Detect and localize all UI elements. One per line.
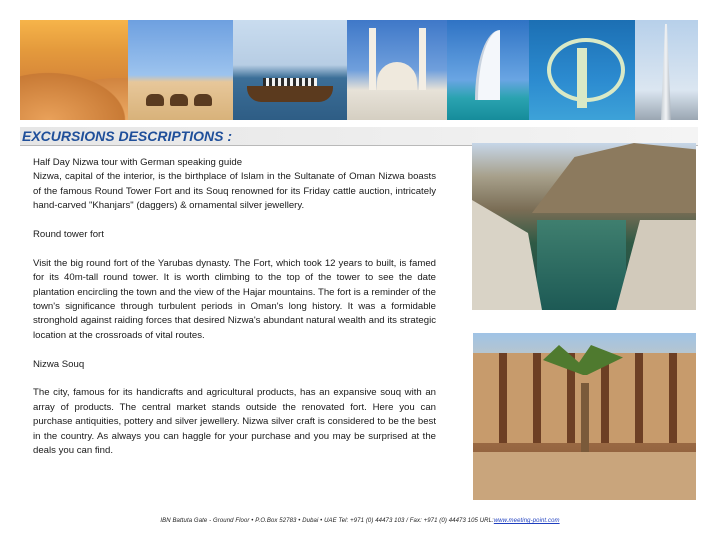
footer [0,518,720,524]
section-title: Half Day Nizwa tour with German speaking guide [33,157,243,168]
excursion-text [33,156,436,458]
footer-link[interactable]: www.meeting-point.com [493,518,560,524]
photo-banner [20,20,698,120]
photo-camels [128,20,233,120]
photo-souq [473,333,696,500]
photo-palm-island [529,20,635,120]
photo-boat [233,20,347,120]
section-body: Visit the big round fort of the Yarubas dynasty. The Fort, which took 12 years to built, is famed for its 40m-tall round tower. It is worth climbing to the top of the tower to see the date plantation encircling the town and the view of the Hajar mountains. The fort is a reminder of the town's significance through turbulent periods in Oman's long history. It was a formidable stronghold against raiding forces that desired Nizwa's abundant natural wealth and its strategic location at the crossroads of vital routes. [33,257,436,341]
section-title: Nizwa Souq [33,358,85,370]
section-body: The city, famous for its handicrafts and agricultural products, has an expansive souq with an array of products. The central market stands outside the renovated fort. Here you can purchase antiquities, pottery and silver jewellery. Nizwa silver craft is considered to be the best in the country. As always you can haggle for your purchase and you may be surprised at the deals you can find. [33,387,436,457]
photo-mosque [347,20,447,120]
section-body: Nizwa, capital of the interior, is the birthplace of Islam in the Sultanate of Oman Nizwa boasts of the famous Round Tower Fort and its Souq renowned for its Friday cattle auction, intricately hand-carved "Khanjars" (daggers) & ornamental silver jewellery. [33,171,436,212]
photo-burj-al-arab [447,20,529,120]
heading-text: EXCURSIONS DESCRIPTIONS : [22,128,233,144]
photo-desert [20,20,128,120]
photo-burj-khalifa [635,20,698,120]
footer-address: IBN Battuta Gate - Ground Floor • P.O.Box 52783 • Dubai • UAE Tel: +971 (0) 44473 103 / Fax: +971 (0) 44473 105 URL: [160,518,494,524]
section-title: Round tower fort [33,229,104,241]
photo-wadi [472,143,696,310]
